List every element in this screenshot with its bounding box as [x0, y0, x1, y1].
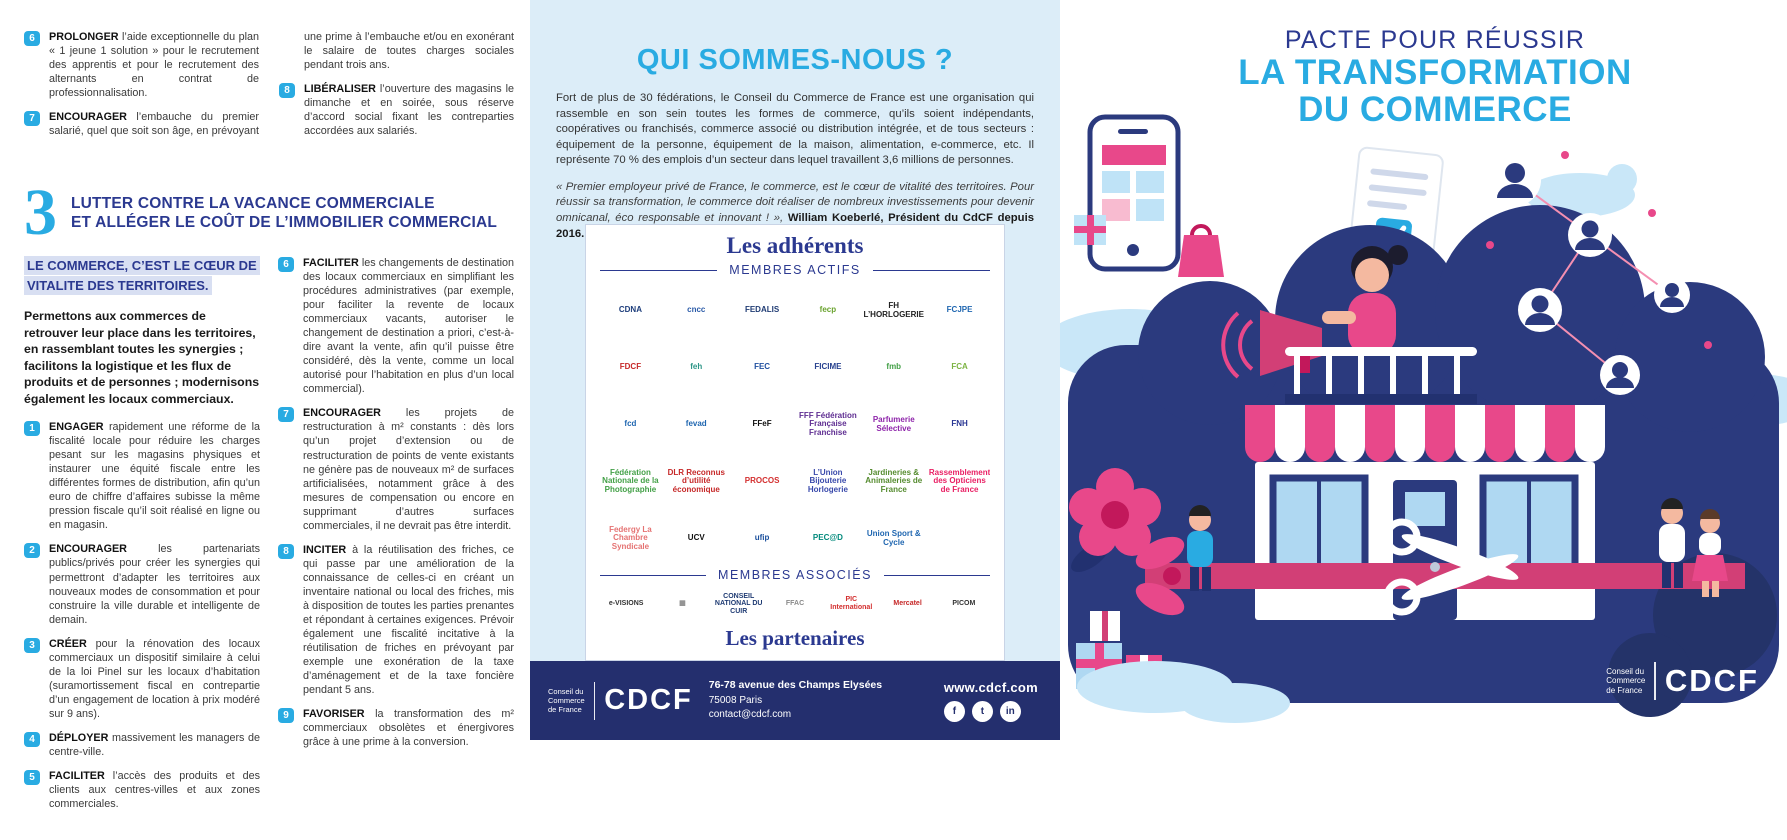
member-logo: fmb [886, 362, 902, 372]
member-logo: cncc [687, 305, 706, 315]
numbered-item [278, 256, 514, 396]
item-text: la transformation des m² commerciaux obsolètes et énergivores grâce à une prime à la conversion. [303, 708, 514, 749]
cover-panel [1060, 0, 1787, 740]
member-logo: PEC@D [812, 533, 843, 543]
member-logo: FEC [754, 362, 771, 372]
cover-title-line1: PACTE POUR RÉUSSIR [1284, 26, 1586, 54]
item-text: l’embauche du premier salarié, quel que soit son âge, en prévoyant une prime à l’embauche et/ou en exonérant le salaire de toutes charges sociales pendant trois ans. [49, 31, 514, 138]
item-number-badge: 6 [24, 31, 40, 46]
address-city: 75008 Paris [708, 694, 763, 706]
associate-logo: ▦ [679, 600, 686, 608]
item-keyword: LIBÉRALISER [304, 83, 376, 96]
associate-logo: FFAC [785, 600, 805, 608]
member-logo: feh [690, 362, 703, 372]
item-text: l’accès des produits et des clients aux centres-villes et aux zones commerciales. [49, 769, 261, 810]
section-3-col-left [24, 256, 260, 821]
member-logo: ufip [754, 533, 770, 543]
divider-line [600, 270, 717, 271]
membres-actifs-divider [600, 263, 990, 277]
item-number-badge: 8 [279, 83, 295, 98]
member-logo: fcd [624, 419, 637, 429]
section-title-line1: LUTTER CONTRE LA VACANCE COMMERCIALE [71, 195, 435, 212]
member-logo: FICIME [814, 362, 842, 372]
item-number-badge: 8 [278, 544, 294, 559]
phone-shop-icon [1090, 117, 1178, 269]
associate-logo: CONSEIL NATIONAL DU CUIR [714, 592, 763, 615]
member-logo: FFF Fédération Française Franchise [799, 410, 857, 437]
membres-associes-label: MEMBRES ASSOCIÉS [718, 568, 872, 582]
item-text: à la réutilisation des friches, ce qui passe par une amélioration de la connaissance de celles-ci en créant un inventaire national ou local des friches, mis à disposition de toutes les parties prenantes et répondant à certaines exigences. Prévoir également une fiscalité incitative à la réutilisation de friches en prévoyant par exemple une exonération de la taxe d’aménagement et de la taxe foncière pendant 5 ans. [303, 543, 514, 697]
numbered-item [24, 731, 260, 759]
members-box [585, 224, 1005, 661]
left-panel [0, 0, 530, 810]
member-logo: FFeF [752, 419, 772, 429]
middle-panel [530, 0, 1060, 740]
member-logo: Rassemblement des Opticiens de France [929, 467, 990, 494]
item-keyword: DÉPLOYER [49, 731, 109, 744]
who-are-we-title: QUI SOMMES-NOUS ? [636, 44, 954, 76]
item-number-badge: 7 [278, 407, 294, 422]
social-icons [944, 701, 1038, 722]
cover-title-line2: LA TRANSFORMATION [1238, 53, 1632, 92]
member-logo: FDCF [619, 362, 642, 372]
associate-logo: Mercatel [893, 600, 922, 608]
top-items-flow [24, 30, 514, 176]
numbered-item [24, 420, 260, 532]
item-text: rapidement une réforme de la fiscalité locale pour réduire les charges pesant sur les magasins physiques et instaurer une équité fiscale entre les différentes formes de distribution, afin qu’un euro de chiffre d’affaires subisse la même pression fiscale qu’il soit réalisé en ligne ou en magasin. [49, 421, 261, 532]
member-logo: Union Sport & Cycle [866, 528, 921, 547]
item-number-badge: 9 [278, 708, 294, 723]
item-number-badge: 5 [24, 770, 40, 785]
numbered-item [278, 406, 514, 532]
adherents-title: Les adhérents [726, 233, 864, 258]
member-logo: CDNA [618, 305, 642, 315]
member-logo: DLR Reconnus d’utilité économique [667, 467, 725, 494]
item-number-badge: 3 [24, 638, 40, 653]
item-keyword: ENGAGER [49, 421, 104, 434]
numbered-item [278, 707, 514, 749]
item-number-badge: 4 [24, 732, 40, 747]
web-block [944, 680, 1042, 722]
numbered-item [279, 82, 514, 138]
avatar-icon [1518, 288, 1562, 332]
section-3-columns [24, 256, 514, 821]
item-text: l’ouverture des magasins le dimanche et en soirée, sous réserve d’accord social fixant les contreparties accordées aux salariés. [304, 83, 515, 138]
cdcf-org-name: Conseil du Commerce de France [1606, 666, 1646, 695]
cover-title-line3: DU COMMERCE [1298, 89, 1572, 129]
cdcf-footer-logo [548, 682, 693, 720]
item-text: massivement les managers de centre-ville. [49, 731, 260, 758]
divider-line [600, 575, 706, 576]
item-text: les projets de restructuration à m² constants : dès lors qu’un projet d’extension ou de restructuration de points de vente existants ne génère pas de nouveaux m² de surfaces artificialisées, notamment grâce à des mesures de compensation ou encore en supprimant d’autres surfaces commerciales, il ne devrait pas être interdit. [303, 407, 515, 532]
section-3-header [24, 176, 514, 249]
item-text: pour la rénovation des locaux commerciaux un dispositif similaire à celui de la loi Pinel sur les locaux d’habitation (suramortissement fiscal en contrepartie d’un engagement de location à prix modéré sur 9 ans). [49, 637, 260, 720]
item-text: les changements de destination des locaux commerciaux en simplifiant les procédures administratives (par exemple, pour faciliter la revente de locaux commerciaux vacants, autoriser le changement de destination a priori, c’est-à-dire avant la vente, afin qu’il puisse être considéré, dès la vente, comme un local autorisé pour l’habitation en plus d’un local commercial). [303, 257, 515, 396]
item-number-badge: 6 [278, 257, 294, 272]
avatar-icon [1600, 355, 1640, 395]
cdcf-org-name: Conseil du Commerce de France [548, 687, 585, 714]
cover-title [1200, 26, 1670, 129]
avatar-icon [1489, 154, 1541, 206]
item-keyword: ENCOURAGER [49, 543, 127, 556]
item-keyword: ENCOURAGER [49, 111, 127, 124]
storefront-illustration [1060, 95, 1787, 740]
who-are-we-paragraph: Fort de plus de 30 fédérations, le Conseil du Commerce de France est une organisation qui rassemble en son sein toutes les formes de commerce, qu’ils soient indépendants, coopératives ou franchisés, commerce associé ou distribution intégrée, et de tous secteurs : équipement de la personne, équipement de la maison, alimentation, e-commerce, etc. Il représente 70 % des emplois d’un secteur dans lequel travaillent 3,6 millions de personnes. [556, 92, 1034, 167]
member-logo: fecp [819, 305, 837, 315]
divider-line [873, 270, 990, 271]
member-logo: Fédération Nationale de la Photographie [602, 467, 659, 494]
highlight-text: LE COMMERCE, C’EST LE CŒUR DE VITALITE DES TERRITOIRES. [24, 256, 260, 295]
associate-logo: e-VISIONS [608, 600, 644, 608]
associate-logo: PICOM [952, 600, 976, 608]
member-logo: UCV [687, 533, 705, 543]
member-logo: L’Union Bijouterie Horlogerie [807, 467, 848, 494]
item-number-badge: 1 [24, 421, 40, 436]
cdcf-wordmark: CDCF [1664, 663, 1759, 698]
item-keyword: FAVORISER [303, 708, 365, 721]
avatar-icon [1568, 213, 1612, 257]
address-block [709, 678, 882, 722]
member-logo: FH L’HORLOGERIE [863, 300, 924, 319]
section-number: 3 [24, 176, 57, 249]
item-keyword: INCITER [303, 543, 347, 556]
member-logo: Jardineries & Animaleries de France [865, 467, 923, 494]
numbered-item [24, 637, 260, 721]
quote-text: « Premier employeur privé de France, le commerce, est le cœur de vitalité des territoires. Pour réussir sa transformation, le commerce doit réaliser de nombreux investissements pour devenir omnicanal, éco responsable et innovant ! », [556, 180, 1034, 225]
member-logo: FCA [951, 362, 968, 372]
quote-author: William Koeberlé, Président du CdCF depuis 2016. [556, 212, 1034, 240]
contact-email[interactable]: contact@cdcf.com [708, 709, 792, 721]
gift-box-icon [1074, 215, 1106, 245]
numbered-item [24, 542, 260, 626]
member-logo: FEDALIS [744, 305, 780, 315]
member-logo: Parfumerie Sélective [872, 414, 915, 433]
footer-bar [530, 661, 1060, 740]
item-keyword: FACILITER [303, 257, 359, 270]
associate-logo: PIC International [830, 596, 873, 611]
shopping-bag-icon [1178, 226, 1224, 277]
item-keyword: CRÉER [49, 637, 87, 650]
intro-paragraph: Permettons aux commerces de retrouver leur place dans les territoires, en rassemblant toutes les synergies ; facilitons la logistique et les flux de produits et de personnes ; modernisons également les locaux commerciaux. [24, 309, 260, 406]
logo-divider [594, 682, 596, 720]
items-6-9 [278, 256, 514, 749]
item-number-badge: 2 [24, 543, 40, 558]
item-number-badge: 7 [24, 111, 40, 126]
facebook-icon[interactable]: f [944, 701, 965, 722]
member-logo: PROCOS [744, 476, 780, 486]
section-title-line2: ET ALLÉGER LE COÛT DE L’IMMOBILIER COMMERCIAL [71, 214, 498, 232]
avatar-icon [1654, 277, 1690, 313]
twitter-icon[interactable]: t [972, 701, 993, 722]
item-keyword: ENCOURAGER [303, 407, 381, 420]
address-street: 76-78 avenue des Champs Elysées [708, 679, 883, 692]
membres-associes-grid [600, 588, 990, 620]
membres-actifs-label: MEMBRES ACTIFS [729, 263, 861, 277]
member-logo: Federgy La Chambre Syndicale [609, 524, 652, 551]
item-text: l’aide exceptionnelle du plan « 1 jeune 1 solution » pour le recrutement des apprentis et pour le recrutement des alternants en contrat de professionnalisation. [49, 31, 259, 100]
numbered-item [278, 543, 514, 697]
divider-line [884, 575, 990, 576]
items-1-5 [24, 420, 260, 811]
cdcf-wordmark: CDCF [604, 684, 693, 716]
section-title [71, 186, 497, 233]
item-keyword: FACILITER [49, 769, 105, 782]
cdcf-cover-logo [1606, 662, 1759, 700]
item-text: les partenariats publics/privés pour créer les synergies qui permettront d’adapter les territoires aux nouveaux modes de consommation et pour construire la ville durable et intelligente de demain. [49, 543, 260, 626]
member-logo: fevad [685, 419, 707, 429]
logo-divider [1654, 662, 1656, 700]
member-logo: FNH [951, 419, 968, 429]
item-keyword: PROLONGER [49, 31, 119, 43]
membres-associes-divider [600, 568, 990, 582]
member-logo: FCJPE [946, 305, 973, 315]
numbered-item [24, 769, 260, 811]
numbered-item [24, 30, 259, 100]
section-3-col-right [278, 256, 514, 821]
website-link[interactable]: www.cdcf.com [943, 679, 1038, 695]
linkedin-icon[interactable]: in [1000, 701, 1021, 722]
membres-actifs-grid [600, 285, 990, 564]
partenaires-title: Les partenaires [725, 626, 865, 650]
